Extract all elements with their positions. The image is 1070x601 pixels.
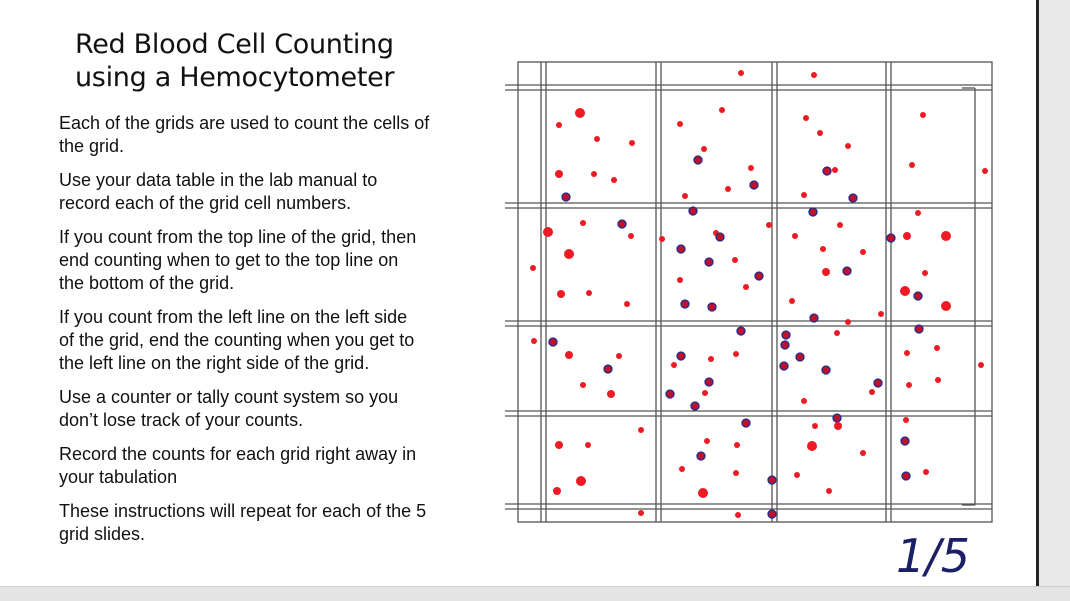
red-blood-cell [543,227,553,237]
red-blood-cell [677,277,683,283]
red-blood-cell [903,232,911,240]
red-blood-cell [555,170,563,178]
red-blood-cell [671,362,677,368]
red-blood-cell [833,414,841,422]
red-blood-cell [794,472,800,478]
red-blood-cell [732,257,738,263]
red-blood-cell [585,442,591,448]
red-blood-cell [810,314,818,322]
red-blood-cell [874,379,882,387]
red-blood-cell [822,268,830,276]
red-blood-cell [832,167,838,173]
instruction-line: end counting when to get to the top line on [59,250,399,270]
red-blood-cell [530,265,536,271]
red-blood-cell [812,423,818,429]
red-blood-cell [902,472,910,480]
red-blood-cell [923,469,929,475]
red-blood-cell [659,236,665,242]
red-blood-cell [697,452,705,460]
red-blood-cell [705,378,713,386]
instruction-line: the left line on the right side of the grid. [59,353,370,373]
red-blood-cell [742,419,750,427]
red-blood-cell [743,284,749,290]
red-blood-cell [826,488,832,494]
red-blood-cell [580,382,586,388]
red-blood-cell [677,121,683,127]
slide-edge-rule [1036,0,1039,586]
instruction-line: If you count from the left line on the left side [59,307,408,327]
red-blood-cell [915,210,921,216]
red-blood-cell [701,146,707,152]
red-blood-cell [677,245,685,253]
red-blood-cell [849,194,857,202]
red-blood-cell [750,181,758,189]
red-blood-cell [878,311,884,317]
red-blood-cell [611,177,617,183]
red-blood-cell [809,208,817,216]
instruction-line: Each of the grids are used to count the cells of [59,113,430,133]
red-blood-cell [531,338,537,344]
red-blood-cell [591,171,597,177]
red-blood-cell [823,167,831,175]
red-blood-cell [694,156,702,164]
red-blood-cell [555,441,563,449]
red-blood-cell [628,233,634,239]
red-blood-cell [780,362,788,370]
red-blood-cell [903,417,909,423]
red-blood-cell [768,476,776,484]
red-blood-cell [716,233,724,241]
red-blood-cell [638,510,644,516]
red-blood-cell [869,389,875,395]
red-blood-cell [576,476,586,486]
red-blood-cell [755,272,763,280]
red-blood-cell [562,193,570,201]
red-blood-cell [549,338,557,346]
red-blood-cell [735,512,741,518]
red-blood-cell [887,234,895,242]
red-blood-cell [733,351,739,357]
red-blood-cell [860,450,866,456]
red-blood-cell [901,437,909,445]
red-blood-cell [556,122,562,128]
red-blood-cell [604,365,612,373]
instruction-line: the bottom of the grid. [59,273,235,293]
red-blood-cell [682,193,688,199]
red-blood-cell [557,290,565,298]
red-blood-cell [564,249,574,259]
red-blood-cell [789,298,795,304]
slide-counter: 1/5 [896,529,971,583]
red-blood-cell [941,301,951,311]
red-blood-cell [792,233,798,239]
red-blood-cell [843,267,851,275]
instruction-line: your tabulation [59,467,178,487]
red-blood-cell [737,327,745,335]
red-blood-cell [734,442,740,448]
red-blood-cell [817,130,823,136]
red-blood-cell [677,352,685,360]
red-blood-cell [801,192,807,198]
red-blood-cell [708,303,716,311]
red-blood-cell [796,353,804,361]
red-blood-cell [565,351,573,359]
red-blood-cell [698,488,708,498]
red-blood-cell [553,487,561,495]
red-blood-cell [624,301,630,307]
red-blood-cell [586,290,592,296]
red-blood-cell [733,470,739,476]
instruction-line: These instructions will repeat for each of the 5 [59,501,427,521]
red-blood-cell [834,422,842,430]
red-blood-cell [934,345,940,351]
red-blood-cell [935,377,941,383]
red-blood-cell [982,168,988,174]
red-blood-cell [719,107,725,113]
red-blood-cell [801,398,807,404]
red-blood-cell [845,319,851,325]
red-blood-cell [811,72,817,78]
red-blood-cell [702,390,708,396]
red-blood-cell [941,231,951,241]
red-blood-cell [768,510,776,518]
red-blood-cell [909,162,915,168]
red-blood-cell [978,362,984,368]
red-blood-cell [822,366,830,374]
red-blood-cell [689,207,697,215]
red-blood-cell [575,108,585,118]
red-blood-cell [704,438,710,444]
instruction-line: grid slides. [59,524,146,544]
instruction-line: the grid. [59,136,125,156]
red-blood-cell [781,341,789,349]
red-blood-cell [920,112,926,118]
red-blood-cell [900,286,910,296]
red-blood-cell [748,165,754,171]
red-blood-cell [580,220,586,226]
red-blood-cell [638,427,644,433]
red-blood-cell [725,186,731,192]
instruction-line: Record the counts for each grid right away in [59,444,417,464]
red-blood-cell [679,466,685,472]
instruction-line: don’t lose track of your counts. [59,410,304,430]
red-blood-cell [807,441,817,451]
red-blood-cell [904,350,910,356]
red-blood-cell [782,331,790,339]
instruction-line: of the grid, end the counting when you get to [59,330,415,350]
red-blood-cell [607,390,615,398]
instruction-line: Use your data table in the lab manual to [59,170,378,190]
instruction-line: Use a counter or tally count system so you [59,387,399,407]
red-blood-cell [837,222,843,228]
red-blood-cell [906,382,912,388]
red-blood-cell [820,246,826,252]
red-blood-cell [738,70,744,76]
red-blood-cell [803,115,809,121]
red-blood-cell [766,222,772,228]
red-blood-cell [860,249,866,255]
red-blood-cell [681,300,689,308]
red-blood-cell [666,390,674,398]
red-blood-cell [618,220,626,228]
red-blood-cell [845,143,851,149]
blood-cells [530,70,988,518]
red-blood-cell [705,258,713,266]
title-line-2: using a Hemocytometer [75,62,395,93]
instruction-line: record each of the grid cell numbers. [59,193,352,213]
red-blood-cell [616,353,622,359]
red-blood-cell [914,292,922,300]
instruction-line: If you count from the top line of the grid, then [59,227,417,247]
window-bottom-bar [0,586,1070,601]
red-blood-cell [834,330,840,336]
red-blood-cell [691,402,699,410]
red-blood-cell [594,136,600,142]
red-blood-cell [708,356,714,362]
red-blood-cell [915,325,923,333]
title-line-1: Red Blood Cell Counting [75,29,394,60]
red-blood-cell [922,270,928,276]
red-blood-cell [629,140,635,146]
